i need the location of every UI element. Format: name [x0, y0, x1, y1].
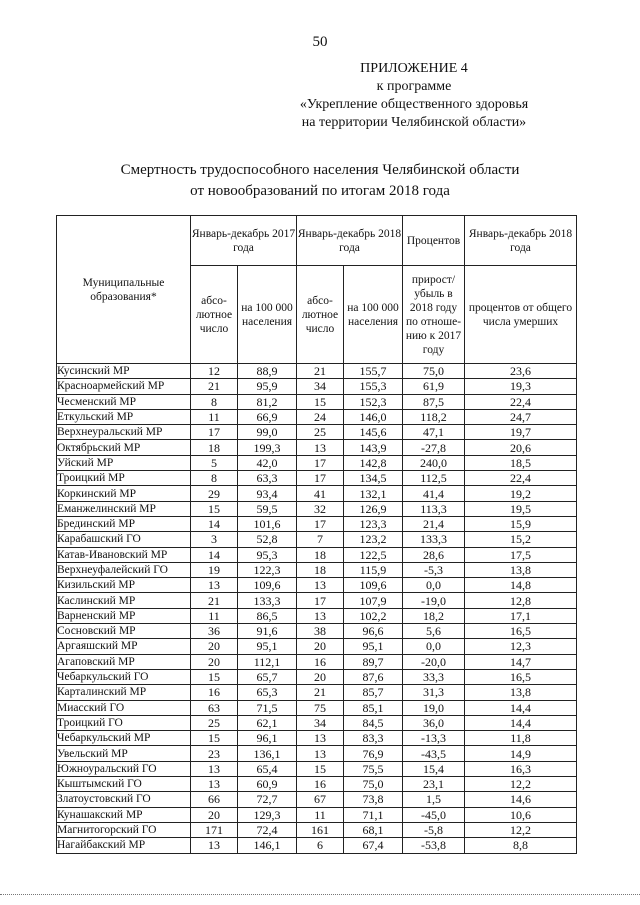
cell-per100k-2018: 146,0	[344, 409, 403, 424]
cell-per100k-2018: 84,5	[344, 715, 403, 730]
cell-share-of-deaths: 20,6	[465, 440, 577, 455]
table-row	[57, 731, 577, 746]
header-year-2018: Январь-декабрь 2018 года	[297, 216, 403, 266]
cell-abs-2018: 17	[297, 471, 344, 486]
cell-abs-2018: 13	[297, 731, 344, 746]
cell-abs-2017: 15	[191, 669, 238, 684]
cell-growth: 75,0	[403, 364, 465, 379]
cell-growth: 21,4	[403, 516, 465, 531]
table-row	[57, 364, 577, 379]
cell-per100k-2018: 145,6	[344, 425, 403, 440]
cell-per100k-2017: 95,3	[238, 547, 297, 562]
cell-growth: 41,4	[403, 486, 465, 501]
cell-abs-2017: 18	[191, 440, 238, 455]
cell-share-of-deaths: 13,8	[465, 685, 577, 700]
cell-growth: 87,5	[403, 394, 465, 409]
table-row	[57, 608, 577, 623]
cell-share-of-deaths: 19,3	[465, 379, 577, 394]
cell-growth: -45,0	[403, 807, 465, 822]
cell-per100k-2017: 91,6	[238, 624, 297, 639]
table-row	[57, 639, 577, 654]
cell-abs-2017: 25	[191, 715, 238, 730]
cell-share-of-deaths: 18,5	[465, 455, 577, 470]
cell-per100k-2017: 59,5	[238, 501, 297, 516]
table-row	[57, 669, 577, 684]
cell-abs-2018: 15	[297, 394, 344, 409]
cell-per100k-2017: 88,9	[238, 364, 297, 379]
cell-per100k-2018: 83,3	[344, 731, 403, 746]
cell-abs-2017: 13	[191, 777, 238, 792]
table-row	[57, 379, 577, 394]
cell-municipality: Верхнеуфалейский ГО	[57, 562, 191, 577]
table-row	[57, 593, 577, 608]
cell-per100k-2018: 95,1	[344, 639, 403, 654]
cell-abs-2017: 21	[191, 379, 238, 394]
cell-abs-2018: 20	[297, 669, 344, 684]
header-year-2017: Январь-декабрь 2017 года	[191, 216, 297, 266]
cell-municipality: Троицкий ГО	[57, 715, 191, 730]
cell-abs-2018: 6	[297, 838, 344, 853]
cell-per100k-2017: 81,2	[238, 394, 297, 409]
table-row	[57, 654, 577, 669]
cell-growth: 33,3	[403, 669, 465, 684]
cell-abs-2018: 11	[297, 807, 344, 822]
cell-growth: -43,5	[403, 746, 465, 761]
cell-abs-2018: 75	[297, 700, 344, 715]
cell-municipality: Брединский МР	[57, 516, 191, 531]
title-line-1: Смертность трудоспособного населения Челябинской области	[120, 162, 520, 178]
cell-abs-2017: 13	[191, 761, 238, 776]
cell-per100k-2018: 126,9	[344, 501, 403, 516]
cell-share-of-deaths: 12,2	[465, 822, 577, 837]
cell-per100k-2018: 75,0	[344, 777, 403, 792]
header-abs-2018: абсолютное число	[297, 266, 344, 364]
table-row	[57, 777, 577, 792]
cell-growth: 15,4	[403, 761, 465, 776]
cell-municipality: Каслинский МР	[57, 593, 191, 608]
table-row	[57, 578, 577, 593]
cell-municipality: Кусинский МР	[57, 364, 191, 379]
header-per100k-2018: на 100 000 населения	[344, 266, 403, 364]
cell-share-of-deaths: 14,9	[465, 746, 577, 761]
header-per100k-2017: на 100 000 населения	[238, 266, 297, 364]
cell-growth: -20,0	[403, 654, 465, 669]
cell-per100k-2018: 109,6	[344, 578, 403, 593]
cell-per100k-2017: 96,1	[238, 731, 297, 746]
cell-abs-2018: 67	[297, 792, 344, 807]
cell-abs-2017: 13	[191, 838, 238, 853]
cell-growth: 118,2	[403, 409, 465, 424]
table-row	[57, 516, 577, 531]
cell-per100k-2018: 122,5	[344, 547, 403, 562]
cell-per100k-2017: 86,5	[238, 608, 297, 623]
cell-per100k-2017: 129,3	[238, 807, 297, 822]
cell-growth: 19,0	[403, 700, 465, 715]
cell-abs-2018: 161	[297, 822, 344, 837]
cell-share-of-deaths: 13,8	[465, 562, 577, 577]
page-number: 50	[312, 34, 328, 50]
table-row	[57, 838, 577, 853]
cell-abs-2017: 63	[191, 700, 238, 715]
cell-growth: 61,9	[403, 379, 465, 394]
cell-per100k-2018: 73,8	[344, 792, 403, 807]
cell-abs-2017: 19	[191, 562, 238, 577]
table-row	[57, 685, 577, 700]
cell-growth: -13,3	[403, 731, 465, 746]
cell-growth: 113,3	[403, 501, 465, 516]
cell-share-of-deaths: 14,8	[465, 578, 577, 593]
cell-per100k-2017: 199,3	[238, 440, 297, 455]
cell-abs-2018: 41	[297, 486, 344, 501]
cell-share-of-deaths: 14,4	[465, 700, 577, 715]
title-line-2: от новообразований по итогам 2018 года	[190, 183, 450, 199]
appendix-program-region: на территории Челябинской области»	[301, 115, 527, 130]
document-title	[0, 160, 640, 202]
cell-abs-2017: 20	[191, 639, 238, 654]
cell-growth: -53,8	[403, 838, 465, 853]
cell-share-of-deaths: 14,4	[465, 715, 577, 730]
header-percent: Процентов	[403, 216, 465, 266]
cell-share-of-deaths: 11,8	[465, 731, 577, 746]
cell-abs-2018: 13	[297, 608, 344, 623]
cell-growth: 240,0	[403, 455, 465, 470]
cell-growth: -5,8	[403, 822, 465, 837]
cell-abs-2017: 17	[191, 425, 238, 440]
cell-per100k-2017: 52,8	[238, 532, 297, 547]
cell-municipality: Красноармейский МР	[57, 379, 191, 394]
cell-per100k-2018: 142,8	[344, 455, 403, 470]
table-body	[57, 364, 577, 854]
cell-per100k-2018: 67,4	[344, 838, 403, 853]
cell-abs-2017: 13	[191, 578, 238, 593]
table-row	[57, 547, 577, 562]
cell-per100k-2018: 115,9	[344, 562, 403, 577]
cell-abs-2018: 15	[297, 761, 344, 776]
cell-per100k-2017: 99,0	[238, 425, 297, 440]
cell-abs-2018: 16	[297, 654, 344, 669]
cell-per100k-2018: 107,9	[344, 593, 403, 608]
cell-growth: -27,8	[403, 440, 465, 455]
cell-per100k-2017: 63,3	[238, 471, 297, 486]
cell-abs-2017: 20	[191, 807, 238, 822]
cell-growth: 0,0	[403, 578, 465, 593]
cell-per100k-2017: 62,1	[238, 715, 297, 730]
table-row	[57, 761, 577, 776]
cell-abs-2017: 29	[191, 486, 238, 501]
header-share-2018: Январь-декабрь 2018 года	[465, 216, 577, 266]
cell-share-of-deaths: 8,8	[465, 838, 577, 853]
cell-per100k-2017: 109,6	[238, 578, 297, 593]
table-row	[57, 394, 577, 409]
cell-per100k-2018: 87,6	[344, 669, 403, 684]
cell-share-of-deaths: 14,6	[465, 792, 577, 807]
cell-growth: 23,1	[403, 777, 465, 792]
cell-abs-2017: 14	[191, 547, 238, 562]
cell-per100k-2018: 71,1	[344, 807, 403, 822]
cell-abs-2017: 15	[191, 731, 238, 746]
cell-abs-2018: 34	[297, 715, 344, 730]
cell-per100k-2018: 89,7	[344, 654, 403, 669]
cell-municipality: Южноуральский ГО	[57, 761, 191, 776]
cell-growth: 36,0	[403, 715, 465, 730]
cell-per100k-2017: 93,4	[238, 486, 297, 501]
cell-municipality: Чебаркульский МР	[57, 731, 191, 746]
cell-municipality: Сосновский МР	[57, 624, 191, 639]
cell-municipality: Верхнеуральский МР	[57, 425, 191, 440]
cell-abs-2018: 18	[297, 562, 344, 577]
cell-per100k-2018: 152,3	[344, 394, 403, 409]
cell-per100k-2018: 123,2	[344, 532, 403, 547]
cell-share-of-deaths: 12,3	[465, 639, 577, 654]
cell-municipality: Карталинский МР	[57, 685, 191, 700]
cell-per100k-2017: 136,1	[238, 746, 297, 761]
table-row	[57, 455, 577, 470]
cell-abs-2018: 21	[297, 685, 344, 700]
cell-per100k-2017: 122,3	[238, 562, 297, 577]
cell-per100k-2017: 65,3	[238, 685, 297, 700]
cell-per100k-2017: 72,4	[238, 822, 297, 837]
cell-per100k-2017: 72,7	[238, 792, 297, 807]
cell-abs-2018: 20	[297, 639, 344, 654]
cell-growth: 0,0	[403, 639, 465, 654]
cell-abs-2017: 21	[191, 593, 238, 608]
table-row	[57, 409, 577, 424]
cell-abs-2018: 13	[297, 578, 344, 593]
header-abs-2017: абсолютное число	[191, 266, 238, 364]
cell-abs-2018: 24	[297, 409, 344, 424]
cell-share-of-deaths: 15,2	[465, 532, 577, 547]
cell-growth: -19,0	[403, 593, 465, 608]
cell-abs-2017: 23	[191, 746, 238, 761]
cell-abs-2017: 11	[191, 409, 238, 424]
cell-per100k-2018: 134,5	[344, 471, 403, 486]
cell-abs-2018: 7	[297, 532, 344, 547]
appendix-header	[264, 60, 564, 132]
cell-municipality: Октябрьский МР	[57, 440, 191, 455]
cell-share-of-deaths: 22,4	[465, 471, 577, 486]
table-row	[57, 624, 577, 639]
cell-per100k-2017: 146,1	[238, 838, 297, 853]
cell-abs-2018: 25	[297, 425, 344, 440]
cell-growth: 112,5	[403, 471, 465, 486]
cell-per100k-2018: 85,7	[344, 685, 403, 700]
cell-per100k-2018: 123,3	[344, 516, 403, 531]
cell-share-of-deaths: 24,7	[465, 409, 577, 424]
cell-abs-2018: 17	[297, 593, 344, 608]
cell-abs-2018: 13	[297, 746, 344, 761]
cell-share-of-deaths: 17,1	[465, 608, 577, 623]
table-row	[57, 425, 577, 440]
cell-share-of-deaths: 19,5	[465, 501, 577, 516]
cell-per100k-2017: 95,1	[238, 639, 297, 654]
cell-per100k-2018: 143,9	[344, 440, 403, 455]
header-growth: прирост/ убыль в 2018 году по отношению к 2017 году	[403, 266, 465, 364]
cell-abs-2018: 34	[297, 379, 344, 394]
cell-share-of-deaths: 22,4	[465, 394, 577, 409]
table-row	[57, 792, 577, 807]
cell-abs-2017: 66	[191, 792, 238, 807]
cell-abs-2017: 3	[191, 532, 238, 547]
cell-municipality: Златоустовский ГО	[57, 792, 191, 807]
cell-municipality: Уйский МР	[57, 455, 191, 470]
cell-per100k-2018: 132,1	[344, 486, 403, 501]
table-row	[57, 822, 577, 837]
cell-growth: 18,2	[403, 608, 465, 623]
cell-municipality: Кизильский МР	[57, 578, 191, 593]
cell-municipality: Магнитогорский ГО	[57, 822, 191, 837]
cell-per100k-2017: 42,0	[238, 455, 297, 470]
table-row	[57, 700, 577, 715]
cell-growth: 28,6	[403, 547, 465, 562]
cell-share-of-deaths: 23,6	[465, 364, 577, 379]
table-row	[57, 532, 577, 547]
cell-abs-2017: 11	[191, 608, 238, 623]
table-row	[57, 807, 577, 822]
cell-share-of-deaths: 15,9	[465, 516, 577, 531]
cell-per100k-2017: 101,6	[238, 516, 297, 531]
cell-municipality: Варненский МР	[57, 608, 191, 623]
cell-abs-2018: 21	[297, 364, 344, 379]
mortality-table	[56, 215, 577, 854]
header-share-of-deaths: процентов от общего числа умерших	[465, 266, 577, 364]
cell-abs-2017: 8	[191, 394, 238, 409]
cell-per100k-2018: 75,5	[344, 761, 403, 776]
cell-share-of-deaths: 14,7	[465, 654, 577, 669]
cell-per100k-2018: 76,9	[344, 746, 403, 761]
cell-municipality: Нагайбакский МР	[57, 838, 191, 853]
cell-per100k-2018: 155,7	[344, 364, 403, 379]
cell-abs-2017: 15	[191, 501, 238, 516]
table-row	[57, 562, 577, 577]
cell-municipality: Кыштымский ГО	[57, 777, 191, 792]
cell-share-of-deaths: 12,8	[465, 593, 577, 608]
cell-municipality: Коркинский МР	[57, 486, 191, 501]
table-row	[57, 715, 577, 730]
cell-per100k-2017: 71,5	[238, 700, 297, 715]
cell-abs-2018: 38	[297, 624, 344, 639]
cell-municipality: Увельский МР	[57, 746, 191, 761]
cell-abs-2018: 17	[297, 455, 344, 470]
cell-municipality: Карабашский ГО	[57, 532, 191, 547]
cell-growth: 1,5	[403, 792, 465, 807]
cell-share-of-deaths: 10,6	[465, 807, 577, 822]
cell-abs-2017: 20	[191, 654, 238, 669]
cell-abs-2018: 18	[297, 547, 344, 562]
cell-per100k-2018: 68,1	[344, 822, 403, 837]
appendix-program-line: к программе	[376, 79, 452, 94]
cell-per100k-2017: 65,7	[238, 669, 297, 684]
table-row	[57, 440, 577, 455]
cell-municipality: Миасский ГО	[57, 700, 191, 715]
table-row	[57, 486, 577, 501]
cell-share-of-deaths: 19,7	[465, 425, 577, 440]
page-bottom-edge	[0, 894, 640, 895]
cell-per100k-2017: 133,3	[238, 593, 297, 608]
cell-per100k-2017: 65,4	[238, 761, 297, 776]
appendix-program-name: «Укрепление общественного здоровья	[299, 97, 529, 112]
cell-per100k-2018: 96,6	[344, 624, 403, 639]
cell-share-of-deaths: 16,3	[465, 761, 577, 776]
cell-growth: 5,6	[403, 624, 465, 639]
cell-per100k-2018: 102,2	[344, 608, 403, 623]
cell-per100k-2018: 85,1	[344, 700, 403, 715]
cell-municipality: Агаповский МР	[57, 654, 191, 669]
appendix-title: ПРИЛОЖЕНИЕ 4	[360, 61, 468, 76]
cell-municipality: Катав-Ивановский МР	[57, 547, 191, 562]
cell-municipality: Чесменский МР	[57, 394, 191, 409]
cell-abs-2017: 171	[191, 822, 238, 837]
cell-abs-2018: 13	[297, 440, 344, 455]
table-row	[57, 746, 577, 761]
cell-municipality: Троицкий МР	[57, 471, 191, 486]
table-row	[57, 471, 577, 486]
cell-growth: 31,3	[403, 685, 465, 700]
cell-abs-2018: 16	[297, 777, 344, 792]
cell-abs-2017: 16	[191, 685, 238, 700]
cell-share-of-deaths: 16,5	[465, 669, 577, 684]
cell-abs-2018: 32	[297, 501, 344, 516]
cell-per100k-2018: 155,3	[344, 379, 403, 394]
cell-per100k-2017: 66,9	[238, 409, 297, 424]
cell-growth: -5,3	[403, 562, 465, 577]
cell-share-of-deaths: 17,5	[465, 547, 577, 562]
cell-per100k-2017: 60,9	[238, 777, 297, 792]
cell-abs-2017: 36	[191, 624, 238, 639]
table-row	[57, 501, 577, 516]
cell-share-of-deaths: 12,2	[465, 777, 577, 792]
cell-municipality: Кунашакский МР	[57, 807, 191, 822]
header-municipality: Муниципальные образования*	[57, 216, 191, 364]
cell-growth: 133,3	[403, 532, 465, 547]
cell-abs-2018: 17	[297, 516, 344, 531]
cell-municipality: Чебаркульский ГО	[57, 669, 191, 684]
cell-per100k-2017: 112,1	[238, 654, 297, 669]
cell-municipality: Еткульский МР	[57, 409, 191, 424]
cell-abs-2017: 8	[191, 471, 238, 486]
cell-municipality: Еманжелинский МР	[57, 501, 191, 516]
cell-abs-2017: 14	[191, 516, 238, 531]
cell-share-of-deaths: 19,2	[465, 486, 577, 501]
cell-municipality: Аргаяшский МР	[57, 639, 191, 654]
cell-growth: 47,1	[403, 425, 465, 440]
cell-per100k-2017: 95,9	[238, 379, 297, 394]
cell-share-of-deaths: 16,5	[465, 624, 577, 639]
cell-abs-2017: 5	[191, 455, 238, 470]
cell-abs-2017: 12	[191, 364, 238, 379]
